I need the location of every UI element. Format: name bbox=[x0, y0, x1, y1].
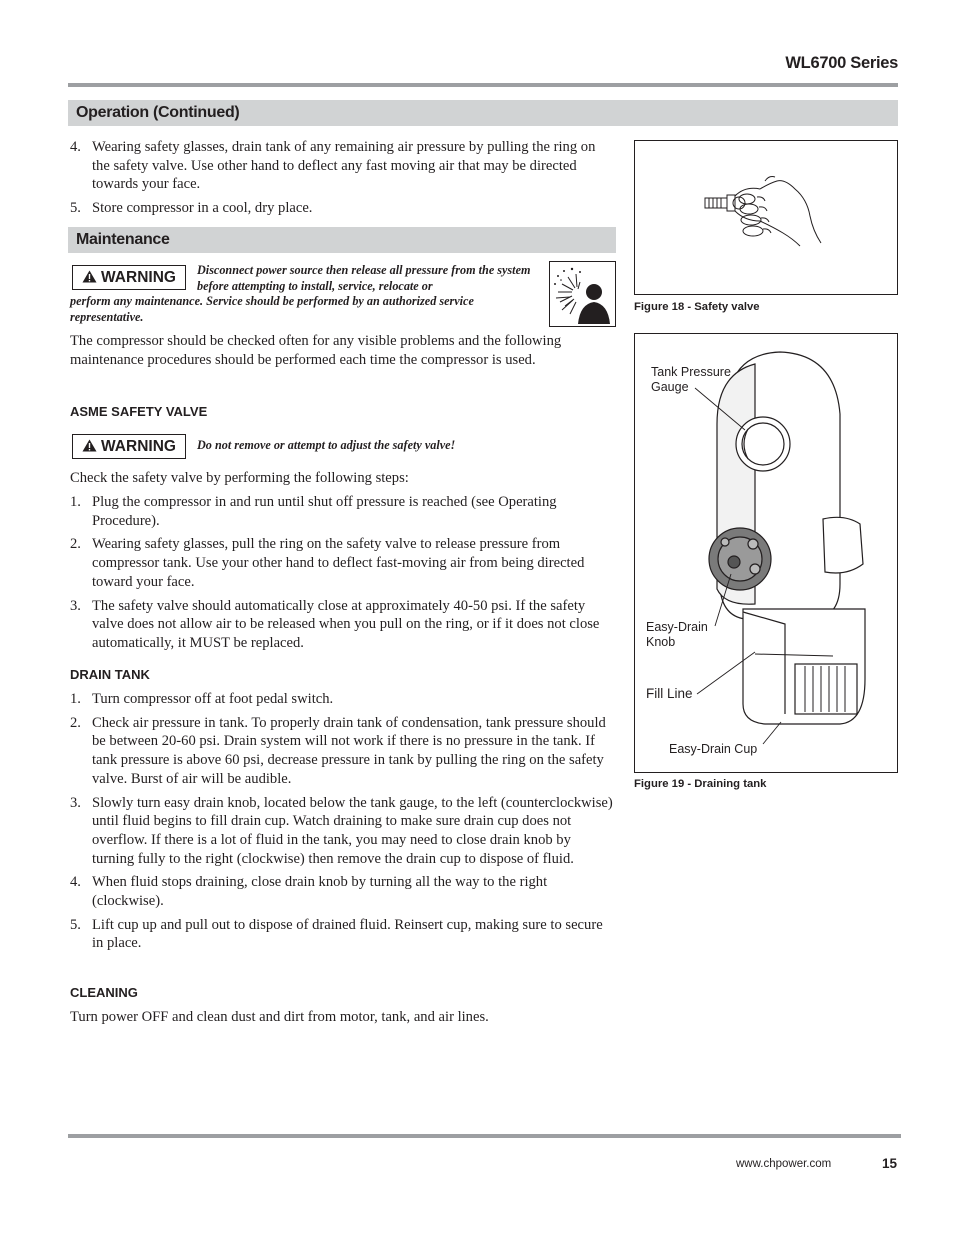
drain-steps-list bbox=[70, 690, 615, 958]
warning-label: WARNING bbox=[101, 268, 176, 286]
hand-pulling-safety-valve-illustration bbox=[635, 141, 897, 294]
list-text: Plug the compressor in and run until shut off pressure is reached (see Operating Procedure). bbox=[92, 494, 557, 529]
warning-badge bbox=[72, 265, 186, 290]
figure-18-box bbox=[634, 140, 898, 295]
list-item bbox=[70, 138, 615, 194]
label-line: Knob bbox=[646, 635, 676, 649]
maintenance-warning-text-2: perform any maintenance. Service should be performed by an authorized service representative. bbox=[70, 294, 474, 324]
label-easy-drain-cup: Easy-Drain Cup bbox=[669, 742, 758, 756]
label-line: Tank Pressure bbox=[651, 365, 731, 379]
warning-label: WARNING bbox=[101, 437, 176, 455]
list-number: 5. bbox=[70, 916, 81, 933]
list-text: The safety valve should automatically close at approximately 40-50 psi. If the safety valve does not allow air to be released when you pull on the ring, or if it does not close automatically, it MUST be replaced. bbox=[92, 597, 600, 651]
maintenance-warning-text-1: Disconnect power source then release all pressure from the system before attempting to install, service, relocate or bbox=[197, 263, 531, 293]
label-easy-drain-knob bbox=[646, 620, 708, 650]
label-tank-pressure-gauge bbox=[651, 365, 731, 395]
compressor-drain-tank-illustration bbox=[635, 334, 897, 772]
list-item bbox=[70, 916, 615, 953]
cleaning-heading: CLEANING bbox=[70, 985, 138, 1000]
warning-triangle-icon bbox=[82, 270, 97, 285]
label-line: Gauge bbox=[651, 380, 689, 394]
list-number: 4. bbox=[70, 874, 81, 891]
label-line: Easy-Drain bbox=[646, 620, 708, 634]
list-text: Check air pressure in tank. To properly drain tank of condensation, tank pressure should be between 20-60 psi. Drain system will not work if there is no pressure in the tank. If tank pressure is above 60 psi, decrease pressure in tank by pulling the ring on the safety valve. Burst of air will be audible. bbox=[92, 714, 606, 787]
figure-19-box bbox=[634, 333, 898, 773]
label-fill-line: Fill Line bbox=[646, 686, 693, 701]
list-number: 1. bbox=[70, 494, 81, 510]
list-text: Wearing safety glasses, drain tank of any remaining air pressure by pulling the ring on the safety valve. Use other hand to deflect any fast moving air that may be directed towards your face. bbox=[92, 139, 596, 193]
asme-heading: ASME SAFETY VALVE bbox=[70, 404, 208, 419]
list-text: Turn compressor off at foot pedal switch. bbox=[92, 691, 334, 707]
cleaning-text: Turn power OFF and clean dust and dirt from motor, tank, and air lines. bbox=[70, 1009, 489, 1025]
list-text: Slowly turn easy drain knob, located below the tank gauge, to the left (counterclockwise) until fluid begins to fill drain cup. Watch draining to make sure drain cup does not overflow. If there is a lot of fluid in the tank, you may need to close drain knob by turning fully to the right (clockwise) then remove the drain cup to dispose of fluid. bbox=[92, 794, 613, 867]
list-text: Wearing safety glasses, pull the ring on the safety valve to release pressure from compressor tank. Use your other hand to deflect fast-moving air from being directed toward your face. bbox=[92, 536, 585, 590]
figure-19-caption: Figure 19 - Draining tank bbox=[634, 778, 767, 790]
maintenance-intro: The compressor should be checked often for any visible problems and the following maintenance procedures should be performed each time the compressor is used. bbox=[70, 333, 562, 368]
asme-warning-text: Do not remove or attempt to adjust the safety valve! bbox=[197, 438, 456, 452]
list-item bbox=[70, 714, 615, 789]
list-item bbox=[70, 597, 615, 653]
list-number: 3. bbox=[70, 794, 81, 811]
footer-url: www.chpower.com bbox=[736, 1158, 832, 1170]
list-item bbox=[70, 199, 615, 218]
list-item bbox=[70, 690, 615, 709]
series-title: WL6700 Series bbox=[785, 54, 898, 72]
page-number: 15 bbox=[882, 1156, 898, 1171]
list-number: 3. bbox=[70, 597, 81, 614]
list-item bbox=[70, 493, 615, 530]
figure-18-caption: Figure 18 - Safety valve bbox=[634, 301, 760, 313]
list-item bbox=[70, 873, 615, 910]
list-text: When fluid stops draining, close drain knob by turning all the way to the right (clockwise). bbox=[92, 874, 548, 910]
list-item bbox=[70, 794, 615, 869]
section-heading-maintenance: Maintenance bbox=[68, 227, 616, 253]
list-number: 5. bbox=[70, 200, 81, 217]
hazard-explosion-icon bbox=[549, 261, 616, 327]
asme-intro: Check the safety valve by performing the following steps: bbox=[70, 470, 409, 486]
warning-triangle-icon bbox=[82, 439, 97, 454]
list-number: 2. bbox=[70, 714, 81, 731]
list-text: Lift cup up and pull out to dispose of drained fluid. Reinsert cup, making sure to secure in place. bbox=[92, 916, 603, 952]
list-number: 2. bbox=[70, 536, 81, 553]
header-rule bbox=[68, 83, 898, 87]
list-item bbox=[70, 535, 615, 591]
section-heading-operation: Operation (Continued) bbox=[68, 100, 898, 126]
warning-badge bbox=[72, 434, 186, 459]
footer-rule bbox=[68, 1134, 901, 1138]
drain-heading: DRAIN TANK bbox=[70, 667, 150, 682]
list-number: 4. bbox=[70, 139, 81, 155]
operation-steps-list bbox=[70, 138, 615, 223]
list-text: Store compressor in a cool, dry place. bbox=[92, 200, 313, 217]
list-number: 1. bbox=[70, 691, 81, 707]
asme-steps-list bbox=[70, 493, 615, 658]
